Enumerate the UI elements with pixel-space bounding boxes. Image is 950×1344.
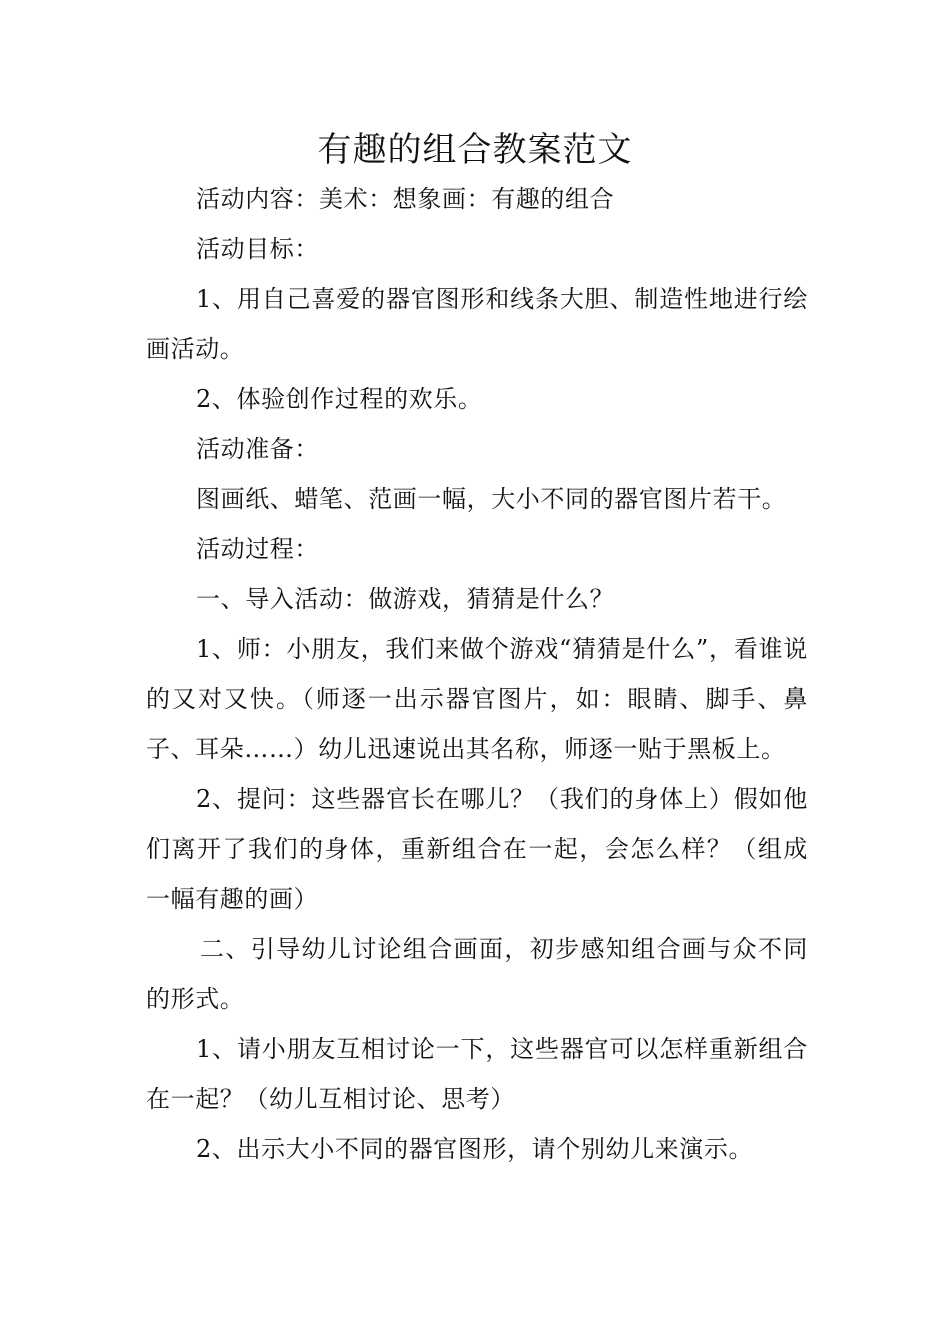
paragraph-step-two-2: 2、出示大小不同的器官图形，请个别幼儿来演示。: [196, 1135, 754, 1163]
paragraph-process-heading: 活动过程：: [196, 535, 319, 563]
document-body: [146, 174, 808, 1174]
paragraph-step-two-heading: 二、引导幼儿讨论组合画面，初步感知组合画与众不同的形式。: [146, 935, 808, 1013]
paragraph-preparation-items: 图画纸、蜡笔、范画一幅，大小不同的器官图片若干。: [196, 485, 787, 513]
document-title: 有趣的组合教案范文: [317, 130, 633, 170]
paragraph-goal-1: 1、用自己喜爱的器官图形和线条大胆、制造性地进行绘画活动。: [146, 285, 808, 363]
paragraph-activity-goals-heading: 活动目标：: [196, 235, 319, 263]
paragraph-step-one-2: 2、提问：这些器官长在哪儿？（我们的身体上）假如他们离开了我们的身体，重新组合在一起，会怎么样？（组成一幅有趣的画）: [146, 785, 808, 913]
paragraph-step-one-heading: 一、导入活动：做游戏，猜猜是什么？: [196, 585, 615, 613]
paragraph-step-one-1: 1、师：小朋友，我们来做个游戏“猜猜是什么”，看谁说的又对又快。（师逐一出示器官图片，如：眼睛、脚手、鼻子、耳朵……）幼儿迅速说出其名称，师逐一贴于黑板上。: [146, 635, 808, 763]
paragraph-step-two-1: 1、请小朋友互相讨论一下，这些器官可以怎样重新组合在一起？（幼儿互相讨论、思考）: [146, 1035, 808, 1113]
paragraph-goal-2: 2、体验创作过程的欢乐。: [196, 385, 483, 413]
paragraph-preparation-heading: 活动准备：: [196, 435, 319, 463]
paragraph-activity-content: 活动内容：美术：想象画：有趣的组合: [196, 185, 615, 213]
